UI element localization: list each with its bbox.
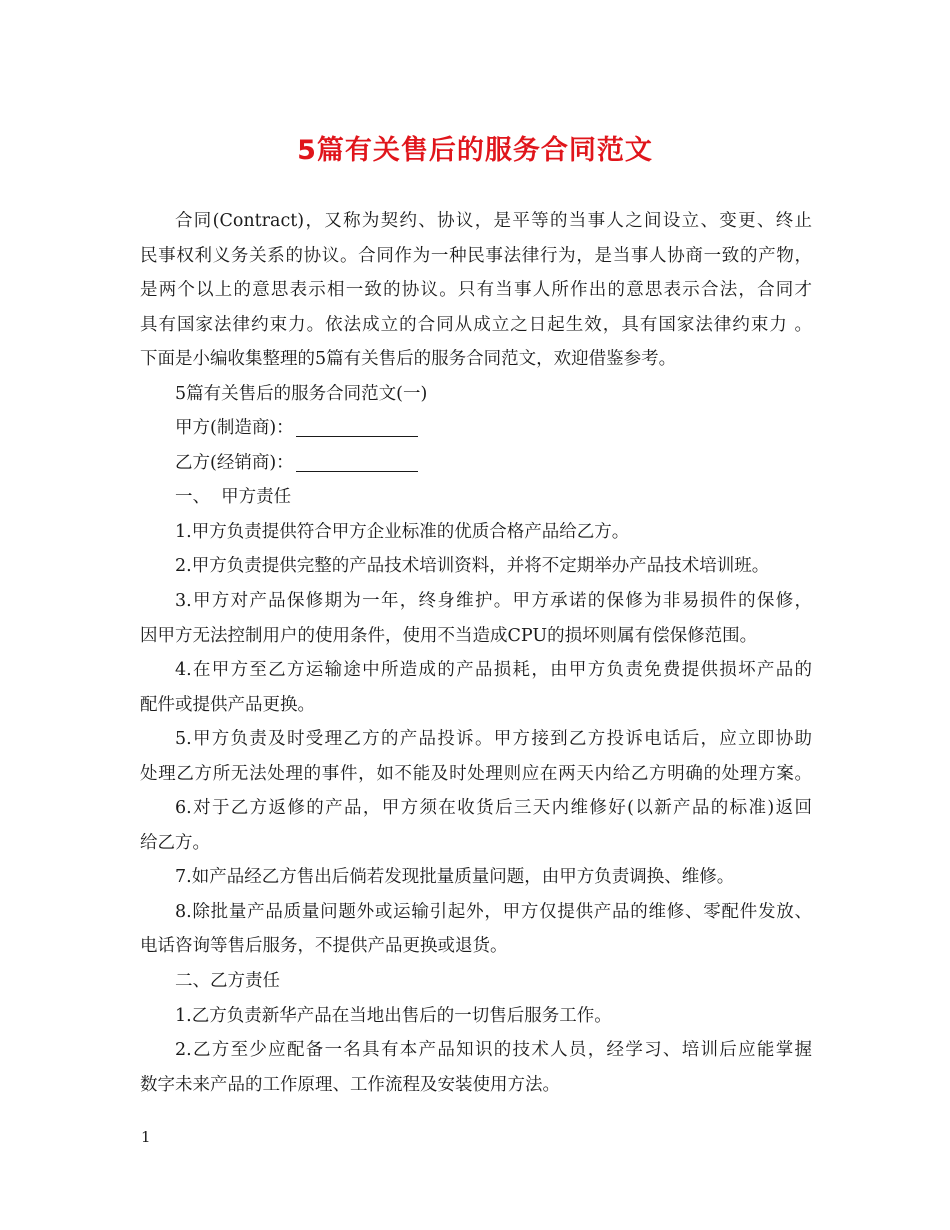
clause-line: 5.甲方负责及时受理乙方的产品投诉。甲方接到乙方投诉电话后，应立即协助 bbox=[175, 729, 812, 750]
clause-line: 因甲方无法控制用户的使用条件，使用不当造成CPU的损坏则属有偿保修范围。 bbox=[140, 625, 758, 646]
document-body bbox=[140, 204, 812, 1102]
clause-line: 配件或提供产品更换。 bbox=[140, 694, 315, 715]
party-b-blank-line bbox=[296, 470, 418, 472]
clause-line: 3.甲方对产品保修期为一年，终身维护。甲方承诺的保修为非易损件的保修， bbox=[175, 591, 812, 612]
document-title: 5篇有关售后的服务合同范文 bbox=[297, 135, 653, 166]
subheading: 5篇有关售后的服务合同范文(一) bbox=[175, 383, 428, 404]
party-a-row bbox=[140, 411, 812, 446]
clause-line: 数字未来产品的工作原理、工作流程及安装使用方法。 bbox=[140, 1074, 560, 1095]
clause-line: 1.乙方负责新华产品在当地出售后的一切售后服务工作。 bbox=[175, 1005, 612, 1026]
intro-line: 下面是小编收集整理的5篇有关售后的服务合同范文，欢迎借鉴参考。 bbox=[140, 349, 677, 370]
section-heading: 一、 甲方责任 bbox=[175, 487, 292, 508]
clause-line: 4.在甲方至乙方运输途中所造成的产品损耗，由甲方负责免费提供损坏产品的 bbox=[175, 660, 812, 681]
clause-line: 2.乙方至少应配备一名具有本产品知识的技术人员，经学习、培训后应能掌握 bbox=[175, 1040, 812, 1061]
intro-line: 合同(Contract)，又称为契约、协议，是平等的当事人之间设立、变更、终止 bbox=[175, 211, 812, 231]
party-b-label: 乙方(经销商)： bbox=[175, 452, 294, 473]
clause-line: 处理乙方所无法处理的事件，如不能及时处理则应在两天内给乙方明确的处理方案。 bbox=[140, 763, 812, 784]
intro-line: 是两个以上的意思表示相一致的协议。只有当事人所作出的意思表示合法，合同才 bbox=[140, 280, 812, 301]
clause-line: 电话咨询等售后服务，不提供产品更换或退货。 bbox=[140, 936, 508, 957]
clause-line: 1.甲方负责提供符合甲方企业标准的优质合格产品给乙方。 bbox=[175, 521, 630, 542]
clause-line: 8.除批量产品质量问题外或运输引起外，甲方仅提供产品的维修、零配件发放、 bbox=[175, 901, 812, 922]
clause-line: 2.甲方负责提供完整的产品技术培训资料，并将不定期举办产品技术培训班。 bbox=[175, 556, 770, 577]
party-a-label: 甲方(制造商)： bbox=[175, 418, 294, 439]
clause-line: 7.如产品经乙方售出后倘若发现批量质量问题，由甲方负责调换、维修。 bbox=[175, 867, 735, 888]
intro-line: 民事权利义务关系的协议。合同作为一种民事法律行为，是当事人协商一致的产物， bbox=[140, 245, 812, 266]
party-b-row bbox=[140, 446, 812, 481]
party-a-blank-line bbox=[296, 435, 418, 437]
clause-line: 6.对于乙方返修的产品，甲方须在收货后三天内维修好(以新产品的标准)返回 bbox=[175, 798, 812, 819]
clause-line: 给乙方。 bbox=[140, 832, 210, 853]
section-heading: 二、乙方责任 bbox=[175, 971, 280, 992]
intro-line: 具有国家法律约束力。依法成立的合同从成立之日起生效，具有国家法律约束力 。 bbox=[140, 314, 812, 335]
page-number: 1 bbox=[141, 1128, 151, 1146]
